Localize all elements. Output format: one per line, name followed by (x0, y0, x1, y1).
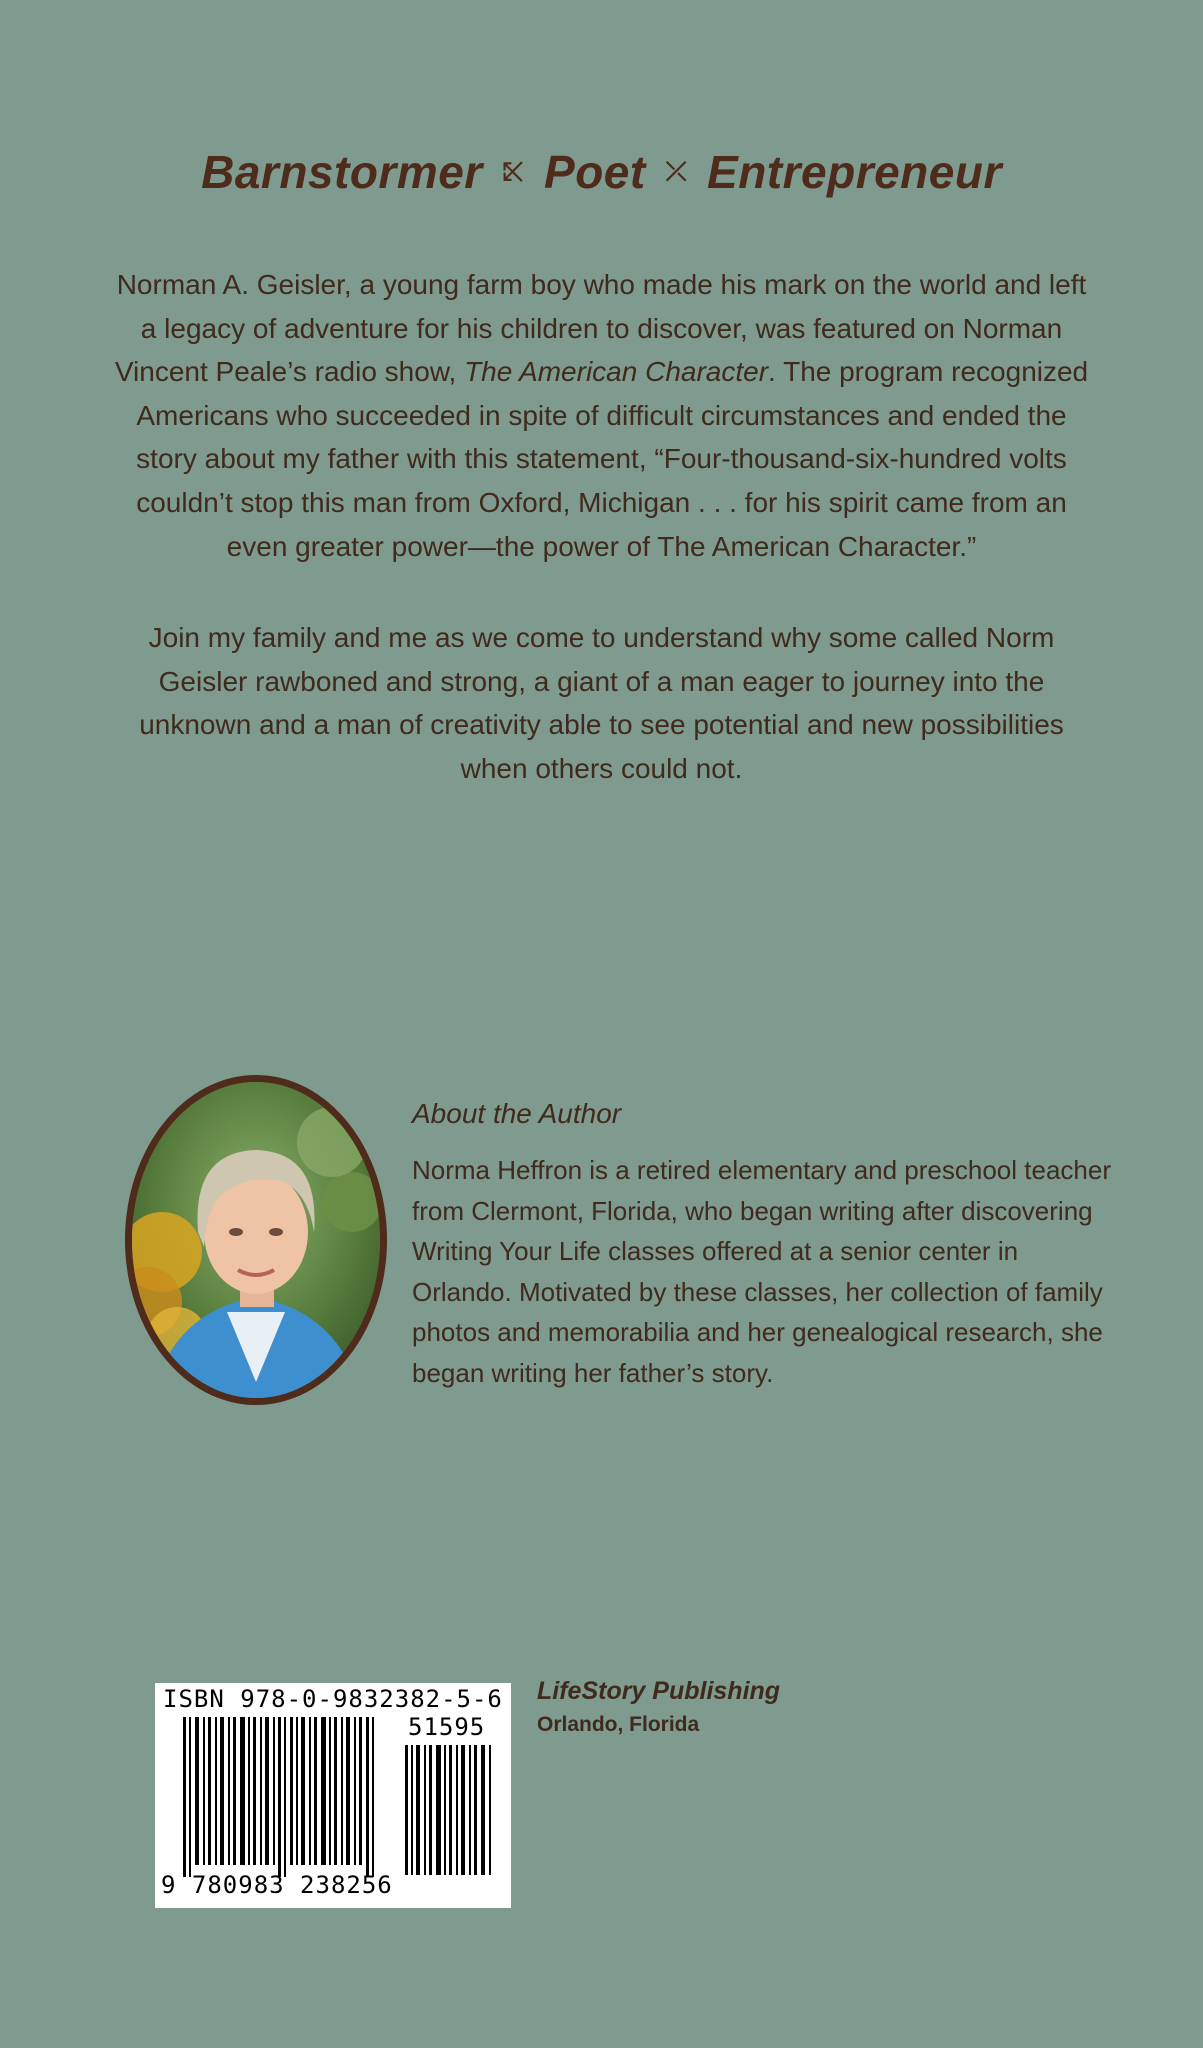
tagline-word-entrepreneur: Entrepreneur (707, 146, 1002, 198)
tagline-word-barnstormer: Barnstormer (201, 146, 483, 198)
author-portrait (125, 1075, 387, 1405)
ean-number: 9 780983 238256 (161, 1871, 393, 1899)
publisher-name: LifeStory Publishing (537, 1677, 781, 1705)
tagline-separator-2: ⤫ (665, 155, 688, 186)
publisher-location: Orlando, Florida (537, 1713, 700, 1736)
isbn-barcode (155, 1683, 511, 1908)
tagline-separator-1: ⤪ (502, 155, 525, 186)
description-p1-before-title: Norman A. Geisler, a young farm boy who made his mark on the world and left a legacy of adventure for his children to discover, was featured on Norman Vincent Peale’s radio show, (114, 269, 1087, 388)
about-author-heading: About the Author (412, 1098, 622, 1129)
description-p1-title: The American Character (464, 356, 769, 388)
tagline-word-poet: Poet (544, 146, 646, 198)
isbn-number: ISBN 978-0-9832382-5-6 (163, 1685, 503, 1713)
description-paragraph-2: Join my family and me as we come to understand why some called Norm Geisler rawboned and strong, a giant of a man eager to journey into the unknown and a man of creativity able to see potential and new possibilities when others could not. (139, 622, 1064, 784)
about-author-body: Norma Heffron is a retired elementary and preschool teacher from Clermont, Florida, who began writing after discovering Writing Your Life classes offered at a senior center in Orlando. Motivated by these classes, her collection of family photos and memorabilia and her genealogical research, she began writing her father’s story. (412, 1155, 1111, 1388)
description-paragraph-1 (110, 263, 1093, 568)
tagline (0, 145, 1203, 199)
description-p1-after-title: . The program recognized Americans who succeeded in spite of difficult circumstances and ended the story about my father with this statement, “Four-thousand-six-hundred volts couldn’t stop this man from Oxford, Michigan . . . for his spirit came from an even greater power—the power of The American Character.” (136, 356, 1089, 562)
price-code: 51595 (408, 1713, 486, 1741)
author-portrait-image (132, 1082, 380, 1398)
